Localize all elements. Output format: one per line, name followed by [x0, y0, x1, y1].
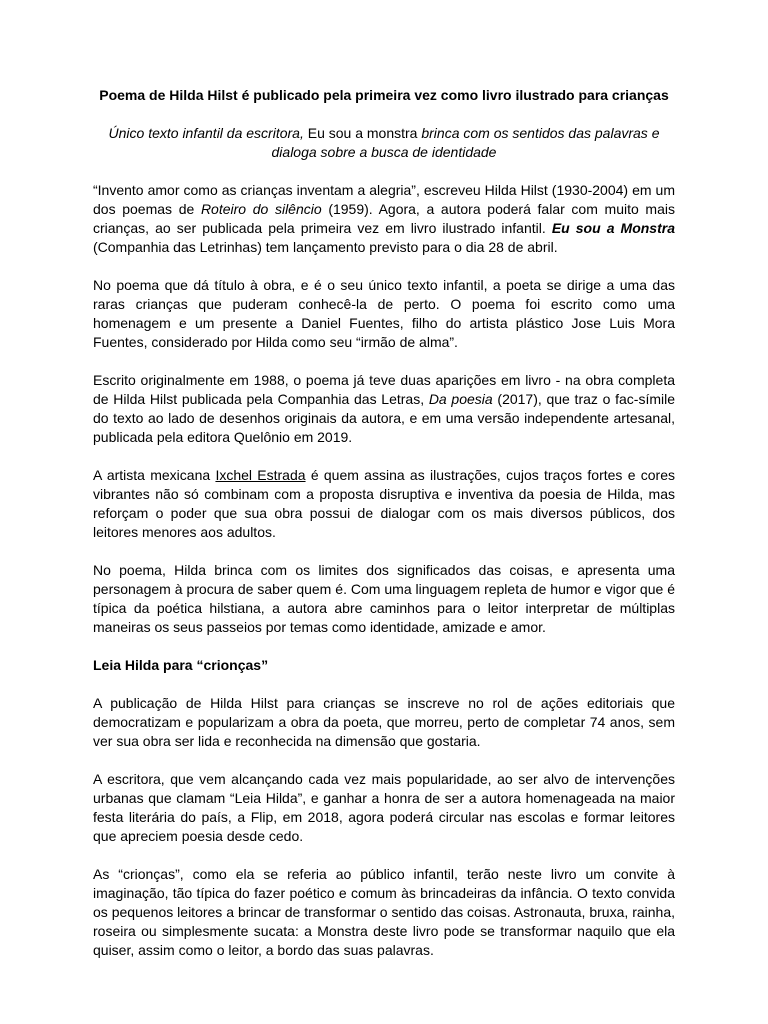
paragraph-1-text-a: “Invento amor como as crianças inventam a alegria”, escreveu Hilda Hilst (1930-2004) em um dos poemas de: [93, 182, 675, 217]
section-heading: Leia Hilda para “crionças”: [93, 657, 269, 673]
paragraph-4: [93, 466, 675, 542]
article-title: Poema de Hilda Hilst é publicado pela primeira vez como livro ilustrado para crianças: [99, 87, 669, 103]
paragraph-8: As “crionças”, como ela se referia ao público infantil, terão neste livro um convite à imaginação, tão típica do fazer poético e comum às brincadeiras da infância. O texto convida os pequenos leitores a brincar de transformar o sentido das coisas. Astronauta, bruxa, rainha, roseira ou simplesmente sucata: a Monstra deste livro pode se transformar naquilo que ela quiser, assim como o leitor, a bordo das suas palavras.: [93, 866, 675, 958]
subtitle-italic-2: brinca com os sentidos das palavras e dialoga sobre a busca de identidade: [271, 125, 660, 160]
subtitle-book-title: Eu sou a monstra: [303, 125, 422, 141]
ixchel-estrada-link[interactable]: Ixchel Estrada: [215, 467, 306, 483]
paragraph-3-text-c: (2017), que traz o fac-símile do texto ao lado de desenhos originais da autora, e em uma versão independente artesanal, publicada pela editora Quelônio em 2019.: [93, 391, 676, 445]
paragraph-4-text-c: é quem assina as ilustrações, cujos traços fortes e cores vibrantes não só combinam com a proposta disruptiva e inventiva da poesia de Hilda, mas reforçam o poder que sua obra possui de dialogar com os mais diversos públicos, dos leitores menores aos adultos.: [93, 467, 676, 540]
paragraph-1-text-c: (1959). Agora, a autora poderá falar com muito mais crianças, ao ser publicada pela primeira vez em livro ilustrado infantil.: [93, 201, 675, 236]
paragraph-7: A escritora, que vem alcançando cada vez mais popularidade, ao ser alvo de intervenções urbanas que clamam “Leia Hilda”, e ganhar a honra de ser a autora homenageada na maior festa literária do país, a Flip, em 2018, agora poderá circular nas escolas e formar leitores que apreciem poesia desde cedo.: [93, 771, 675, 844]
paragraph-6: A publicação de Hilda Hilst para crianças se inscreve no rol de ações editoriais que democratizam e popularizam a obra da poeta, que morreu, perto de completar 74 anos, sem ver sua obra ser lida e reconhecida na dimensão que gostaria.: [93, 695, 675, 749]
article-subtitle: [93, 124, 675, 162]
book-title-eu-sou-a-monstra: Eu sou a Monstra: [551, 220, 675, 236]
paragraph-1-text-e: (Companhia das Letrinhas) tem lançamento previsto para o dia 28 de abril.: [93, 239, 558, 255]
book-title-roteiro: Roteiro do silêncio: [200, 201, 322, 217]
paragraph-1: [93, 181, 675, 257]
book-title-da-poesia: Da poesia: [428, 391, 493, 407]
paragraph-4-text-a: A artista mexicana: [93, 467, 216, 483]
paragraph-3-text-a: Escrito originalmente em 1988, o poema já teve duas aparições em livro - na obra completa de Hilda Hilst publicada pela Companhia das Letras,: [93, 372, 675, 407]
paragraph-5: No poema, Hilda brinca com os limites dos significados das coisas, e apresenta uma personagem à procura de saber quem é. Com uma linguagem repleta de humor e vigor que é típica da poética hilstiana, a autora abre caminhos para o leitor interpretar de múltiplas maneiras os seus passeios por temas como identidade, amizade e amor.: [93, 562, 675, 635]
paragraph-2: No poema que dá título à obra, e é o seu único texto infantil, a poeta se dirige a uma das raras crianças que puderam conhecê-la de perto. O poema foi escrito como uma homenagem e um presente a Daniel Fuentes, filho do artista plástico Jose Luis Mora Fuentes, considerado por Hilda como seu “irmão de alma”.: [93, 277, 675, 350]
paragraph-3: [93, 371, 675, 447]
subtitle-italic-1: Único texto infantil da escritora,: [108, 125, 304, 141]
